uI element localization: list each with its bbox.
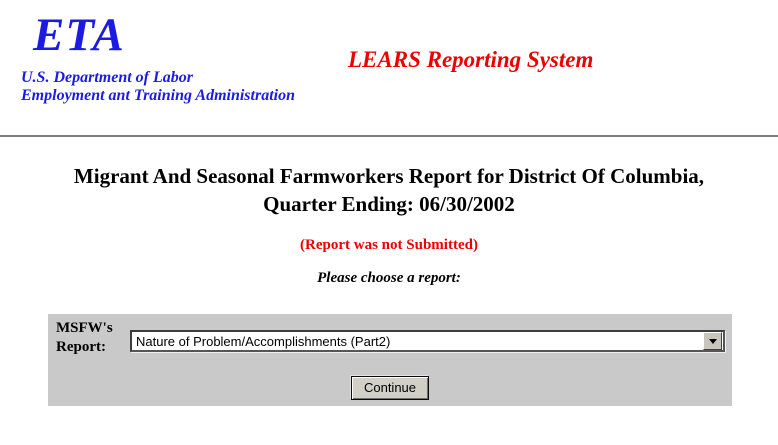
continue-button[interactable]: Continue xyxy=(351,376,429,400)
report-select-value: Nature of Problem/Accomplishments (Part2) xyxy=(136,333,391,349)
choose-report-prompt: Please choose a report: xyxy=(317,270,461,286)
page-title-line1: Migrant And Seasonal Farmworkers Report for District Of Columbia, xyxy=(73,164,705,188)
report-select-label: MSFW's Report: xyxy=(56,320,113,355)
page-title xyxy=(0,162,778,218)
status-message: (Report was not Submitted) xyxy=(300,237,478,253)
agency-lines xyxy=(21,69,295,105)
dropdown-button[interactable] xyxy=(703,332,722,350)
header-divider xyxy=(0,135,778,137)
system-title: LEARS Reporting System xyxy=(348,47,594,72)
chevron-down-icon xyxy=(709,339,717,344)
eta-logo: ETA xyxy=(33,9,125,61)
report-form-panel xyxy=(48,314,732,406)
agency-line-eta: Employment ant Training Administration xyxy=(21,87,295,104)
page-title-line2: Quarter Ending: 06/30/2002 xyxy=(263,192,515,216)
agency-line-dol: U.S. Department of Labor xyxy=(21,69,193,86)
report-select[interactable] xyxy=(130,330,725,352)
